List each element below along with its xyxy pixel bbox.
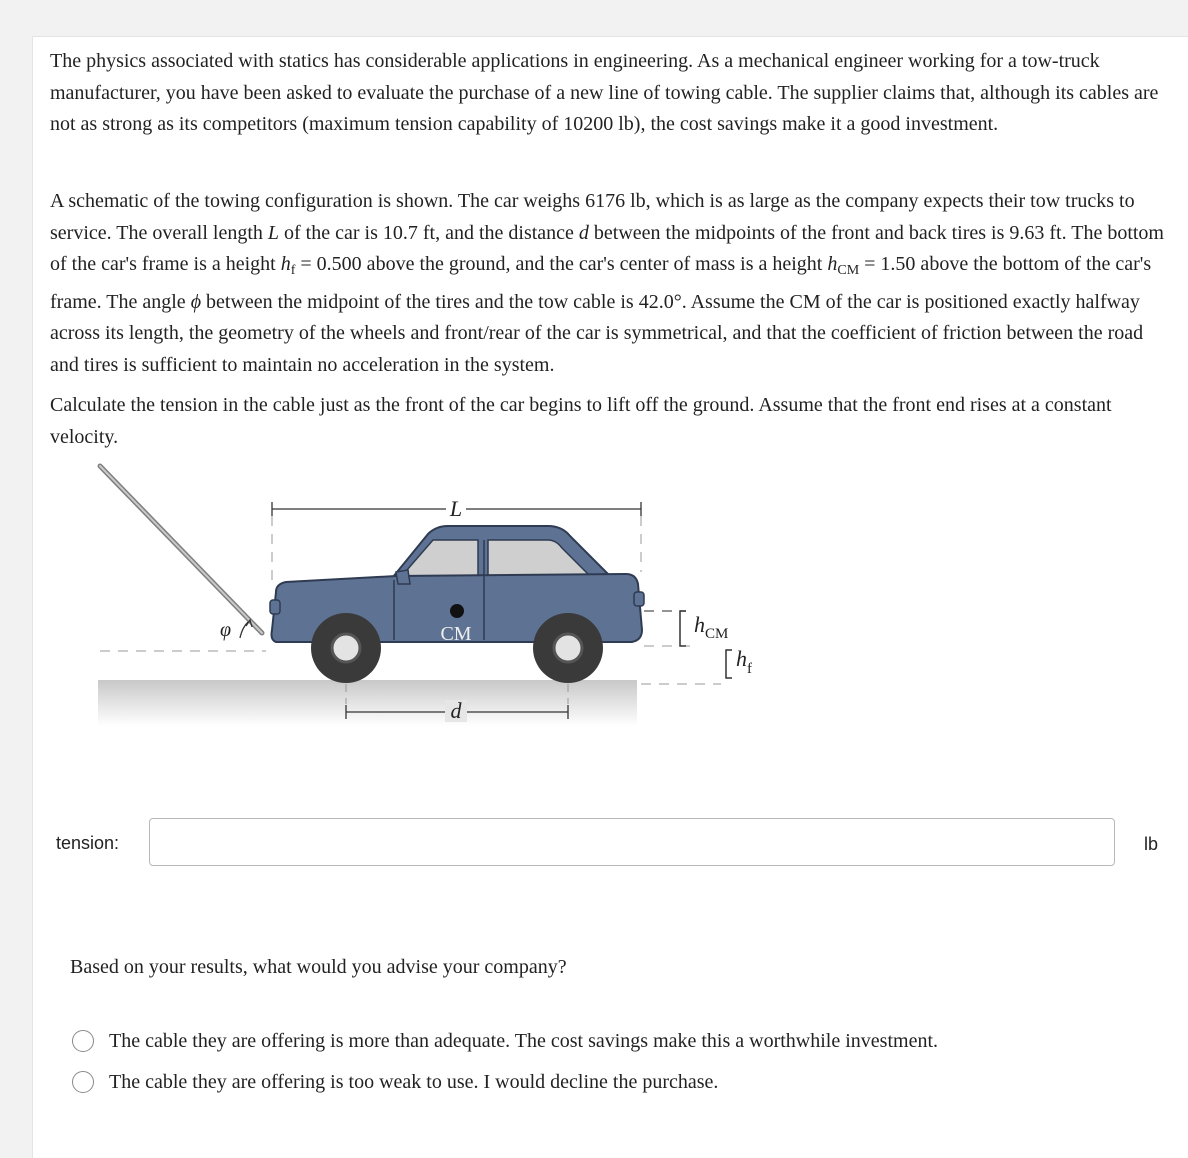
side-mirror <box>396 570 410 584</box>
p2-text-2: of the car is 10.7 ft, and the distance <box>279 221 579 244</box>
radio-button-accept[interactable] <box>72 1030 94 1052</box>
advice-option-accept-label: The cable they are offering is more than adequate. The cost savings make this a worthwhile investment. <box>109 1029 939 1052</box>
problem-paragraph-2 <box>50 186 1170 381</box>
problem-paragraph-1: The physics associated with statics has considerable applications in engineering. As a mechanical engineer working for a tow-truck manufacturer, you have been asked to evaluate the purchase of a new line of towing cable. The supplier claims that, although its cables are not as strong as its competitors (maximum tension capability of 10200 lb), the cost savings make it a good investment. <box>50 50 1159 135</box>
symbol-hcm-sub: CM <box>837 263 860 278</box>
L-label: L <box>449 496 463 521</box>
p2-text-5: = 1.50 above the bottom of the car's frame. The angle <box>50 253 1152 313</box>
hf-label-sub: f <box>747 661 752 677</box>
front-hub <box>554 634 582 662</box>
advice-question: Based on your results, what would you advise your company? <box>70 956 567 978</box>
rear-bumper <box>270 600 280 614</box>
ground <box>98 680 637 726</box>
towing-diagram <box>96 460 816 740</box>
symbol-hf-h: h <box>280 253 291 275</box>
hf-label <box>736 646 752 677</box>
hf-label-h: h <box>736 646 747 671</box>
advice-option-decline[interactable] <box>72 1069 718 1095</box>
hcm-label-sub: CM <box>705 626 729 642</box>
cm-dot <box>450 604 464 618</box>
p2-text-6: between the midpoint of the tires and the tow cable is 42.0°. Assume the CM of the car is positioned exactly halfway across its length, the geometry of the wheels and front/rear of the car is symmetrical, and that the coefficient of friction between the road and tires is sufficient to maintain no acceleration in the system. <box>50 290 1144 376</box>
advice-option-accept[interactable] <box>72 1028 938 1054</box>
p2-text-4: = 0.500 above the ground, and the car's center of mass is a height <box>295 253 828 275</box>
cm-label: CM <box>440 623 472 645</box>
tension-input[interactable] <box>149 818 1115 866</box>
tension-unit: lb <box>1144 834 1159 854</box>
p2-text-3: between the midpoints of the front and back tires is 9.63 ft. The bottom of the car's frame is a height <box>50 221 1164 275</box>
rear-hub <box>332 634 360 662</box>
phi-label: φ <box>220 619 232 641</box>
symbol-hcm <box>827 253 860 278</box>
hcm-bracket <box>680 611 686 646</box>
symbol-L: L <box>267 221 280 244</box>
symbol-hf-sub: f <box>290 263 296 278</box>
tow-cable-highlight <box>100 466 262 633</box>
hcm-label-h: h <box>694 612 705 637</box>
hcm-label <box>694 612 728 642</box>
radio-button-decline[interactable] <box>72 1071 94 1093</box>
symbol-hf <box>280 253 296 278</box>
symbol-d: d <box>578 221 589 244</box>
hf-bracket <box>726 650 732 678</box>
front-bumper <box>634 592 644 606</box>
symbol-hcm-h: h <box>827 253 838 275</box>
tension-label: tension: <box>56 833 120 853</box>
p2-text-1: A schematic of the towing configuration is shown. The car weighs 6176 lb, which is as large as the company expects their tow trucks to service. The overall length <box>50 190 1135 244</box>
problem-paragraph-3: Calculate the tension in the cable just as the front of the car begins to lift off the ground. Assume that the front end rises at a constant velocity. <box>50 394 1112 448</box>
d-label: d <box>450 698 462 723</box>
advice-option-decline-label: The cable they are offering is too weak to use. I would decline the purchase. <box>109 1070 719 1093</box>
symbol-phi: ϕ <box>190 290 202 313</box>
